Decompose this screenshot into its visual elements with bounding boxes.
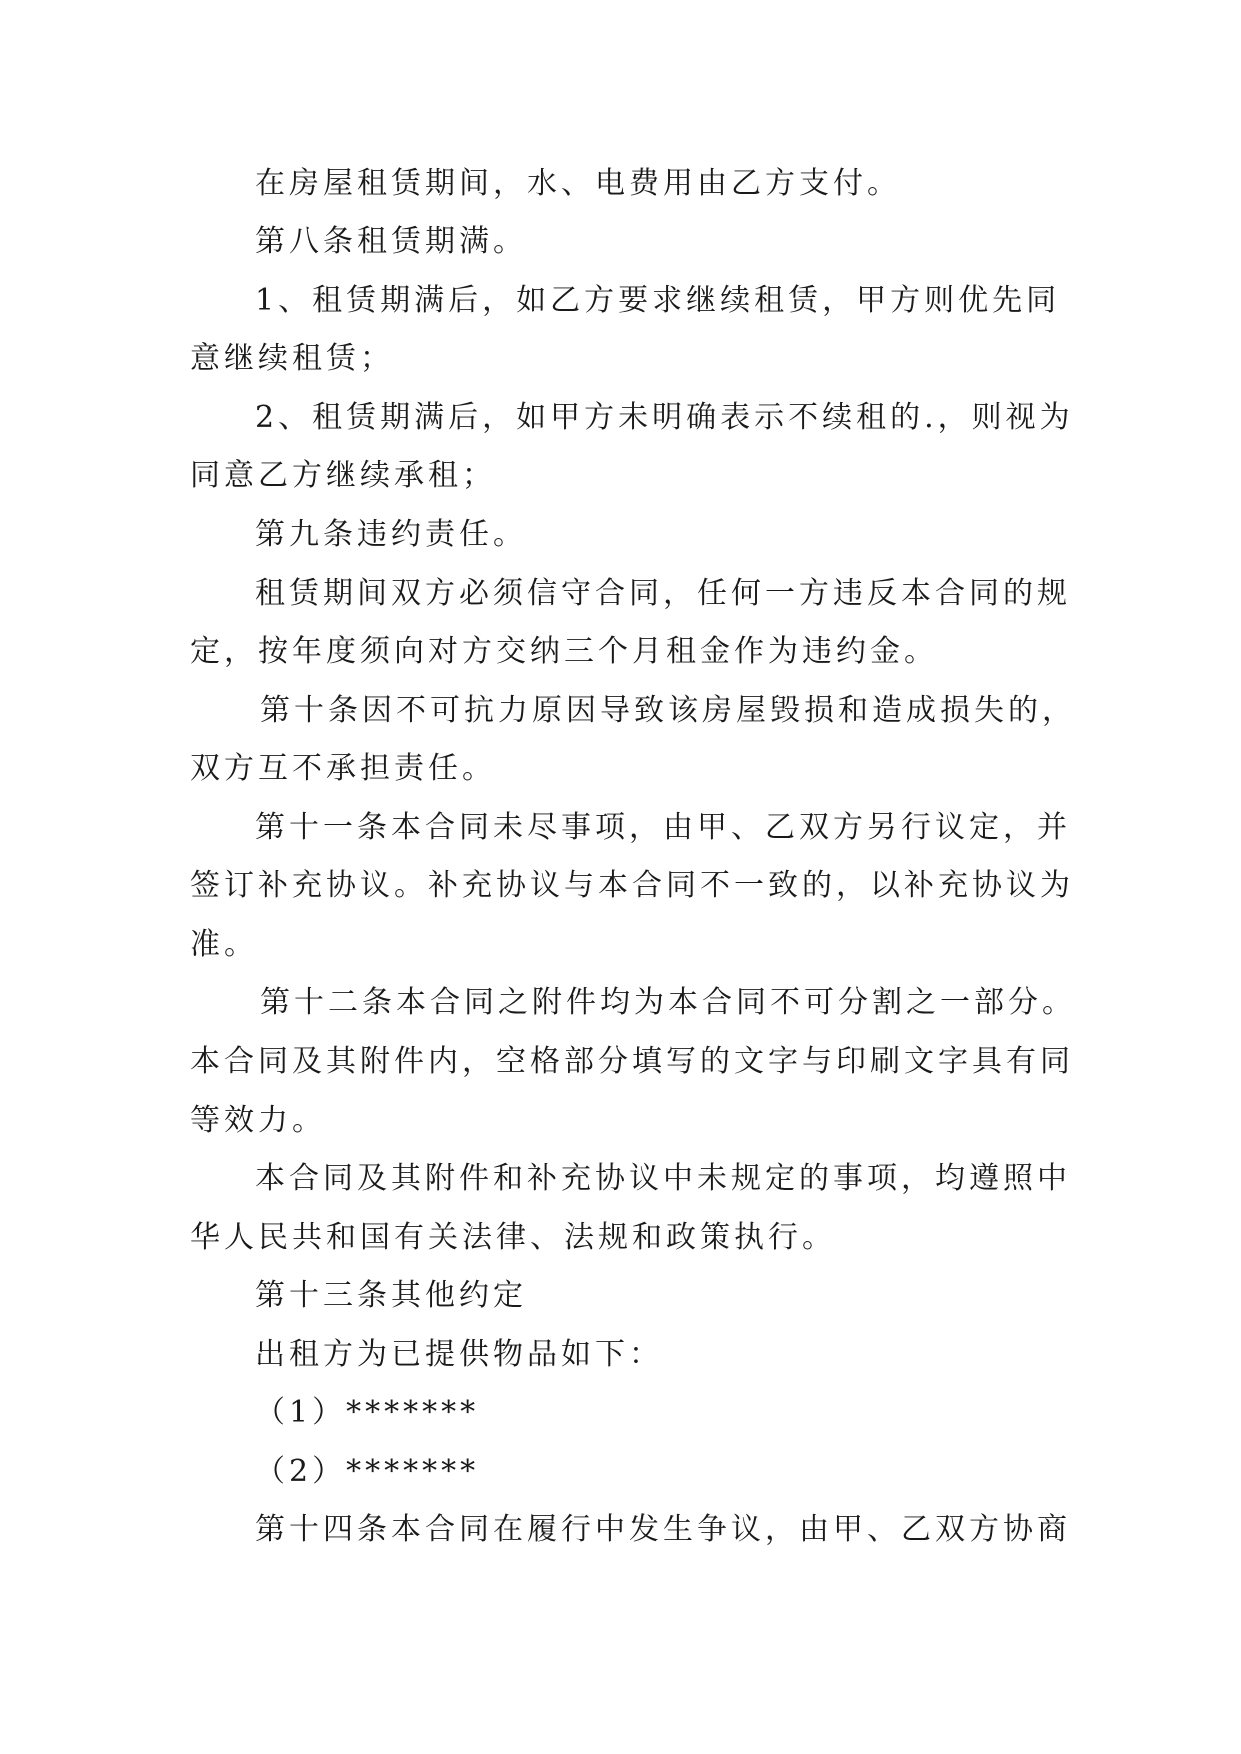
text-line-article-11a: 第十一条本合同未尽事项，由甲、乙双方另行议定，并: [255, 810, 1071, 845]
heading-article-8: 第八条租赁期满。: [255, 224, 527, 259]
text-line-article-10a: 第十条因不可抗力原因导致该房屋毁损和造成损失的，: [260, 693, 1076, 728]
heading-article-9: 第九条违约责任。: [255, 517, 527, 552]
heading-article-13: 第十三条其他约定: [255, 1278, 527, 1313]
text-line-article-12b: 本合同及其附件内，空格部分填写的文字与印刷文字具有同: [190, 1044, 1074, 1079]
text-line-breach-b: 定，按年度须向对方交纳三个月租金作为违约金。: [190, 634, 938, 669]
text-line-renewal-1a: 1、租赁期满后，如乙方要求继续租赁，甲方则优先同: [255, 283, 1061, 318]
text-line-breach-a: 租赁期间双方必须信守合同，任何一方违反本合同的规: [255, 576, 1071, 611]
text-line-article-11c: 准。: [190, 927, 258, 962]
text-line-renewal-2a: 2、租赁期满后，如甲方未明确表示不续租的.，则视为: [255, 400, 1074, 435]
text-line-article-12a: 第十二条本合同之附件均为本合同不可分割之一部分。: [260, 985, 1076, 1020]
text-line-renewal-1b: 意继续租赁；: [190, 341, 394, 376]
text-line-law-a: 本合同及其附件和补充协议中未规定的事项，均遵照中: [255, 1161, 1071, 1196]
text-line-utilities: 在房屋租赁期间，水、电费用由乙方支付。: [255, 166, 901, 201]
text-line-items-intro: 出租方为已提供物品如下：: [255, 1337, 663, 1372]
list-item-1: （1）*******: [255, 1395, 480, 1430]
text-line-law-b: 华人民共和国有关法律、法规和政策执行。: [190, 1220, 836, 1255]
text-line-article-11b: 签订补充协议。补充协议与本合同不一致的，以补充协议为: [190, 868, 1074, 903]
text-line-article-10b: 双方互不承担责任。: [190, 751, 496, 786]
text-line-article-14: 第十四条本合同在履行中发生争议，由甲、乙双方协商: [255, 1512, 1071, 1547]
text-line-renewal-2b: 同意乙方继续承租；: [190, 458, 496, 493]
list-item-2: （2）*******: [255, 1454, 480, 1489]
text-line-article-12c: 等效力。: [190, 1103, 326, 1138]
